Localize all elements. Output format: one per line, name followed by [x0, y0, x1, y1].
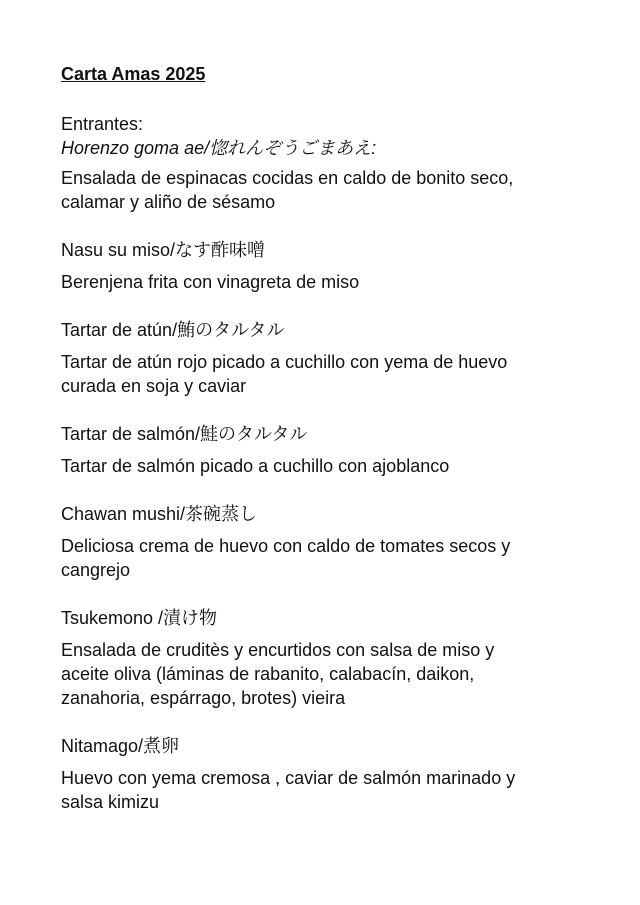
- dish-description: Tartar de salmón picado a cuchillo con ajoblanco: [61, 456, 450, 476]
- dish-item: [61, 136, 621, 214]
- dish-item: [61, 606, 621, 710]
- dish-description: Ensalada de espinacas cocidas en caldo de bonito seco, calamar y aliño de sésamo: [61, 168, 514, 212]
- dish-item: [61, 734, 621, 814]
- dish-name: Chawan mushi/茶碗蒸し: [61, 504, 258, 524]
- dish-name: Nitamago/煮卵: [61, 736, 180, 756]
- dish-name: Nasu su miso/なす酢味噌: [61, 240, 266, 260]
- dish-name: Tsukemono /漬け物: [61, 608, 218, 628]
- section-label-entrantes: Entrantes:: [61, 114, 144, 134]
- dish-item: [61, 502, 621, 582]
- dish-name: Tartar de atún/鮪のタルタル: [61, 320, 285, 340]
- dish-item: [61, 318, 621, 398]
- dish-item: [61, 422, 621, 478]
- menu-title: Carta Amas 2025: [61, 64, 206, 84]
- dish-name: Horenzo goma ae/惚れんぞうごまあえ:: [61, 138, 377, 158]
- dish-description: Tartar de atún rojo picado a cuchillo con yema de huevo curada en soja y caviar: [61, 352, 508, 396]
- dish-item: [61, 238, 621, 294]
- dish-description: Berenjena frita con vinagreta de miso: [61, 272, 360, 292]
- menu-page: [61, 62, 621, 814]
- dish-description: Deliciosa crema de huevo con caldo de tomates secos y cangrejo: [61, 536, 511, 580]
- dish-description: Ensalada de cruditès y encurtidos con salsa de miso y aceite oliva (láminas de rabanito, calabacín, daikon, zanahoria, espárrago, brotes) vieira: [61, 640, 495, 708]
- dish-description: Huevo con yema cremosa , caviar de salmón marinado y salsa kimizu: [61, 768, 516, 812]
- dish-name: Tartar de salmón/鮭のタルタル: [61, 424, 308, 444]
